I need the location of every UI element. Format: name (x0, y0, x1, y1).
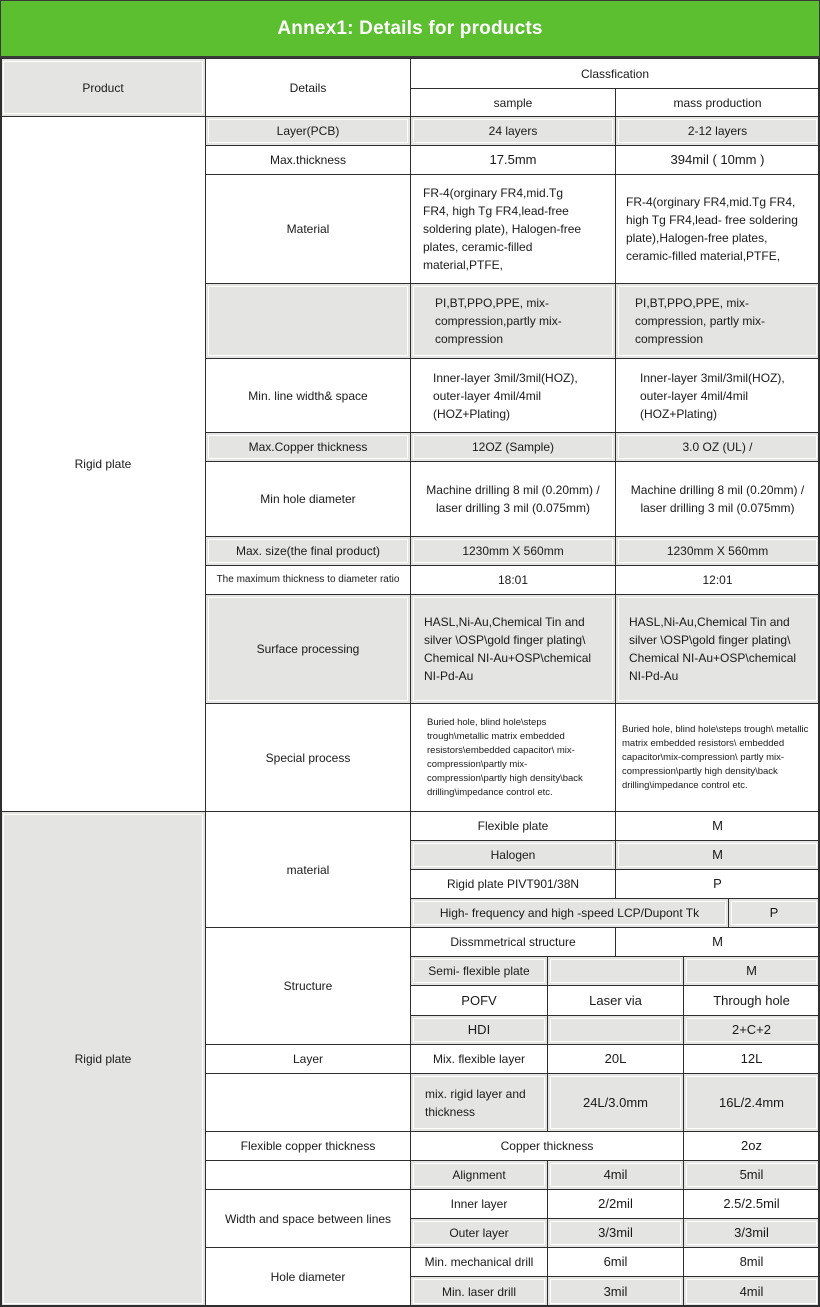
mass-thickness-ratio: 12:01 (615, 565, 820, 595)
detail-width-space: Width and space between lines (205, 1189, 411, 1248)
detail-layer-empty (205, 1073, 411, 1132)
width-outer-layer-mass: 3/3mil (683, 1218, 820, 1248)
header-mass-production: mass production (615, 88, 820, 117)
width-outer-layer-sample: 3/3mil (547, 1218, 684, 1248)
mass-max-copper: 3.0 OZ (UL) / (615, 432, 820, 462)
mass-surface-processing: HASL,Ni-Au,Chemical Tin and silver \OSP\gold finger plating\ Chemical NI-Au+OSP\chemical NI-Pd-Au (615, 594, 820, 704)
header-product: Product (0, 58, 206, 117)
detail-thickness-ratio: The maximum thickness to diameter ratio (205, 565, 411, 595)
sample-thickness-ratio: 18:01 (410, 565, 616, 595)
width-inner-layer-mass: 2.5/2.5mil (683, 1189, 820, 1219)
mass-min-line-width: Inner-layer 3mil/3mil(HOZ), outer-layer 4mil/4mil (HOZ+Plating) (615, 358, 820, 433)
sample-min-line-width: Inner-layer 3mil/3mil(HOZ), outer-layer 4mil/4mil (HOZ+Plating) (410, 358, 616, 433)
structure-semi-flexible-sample (547, 956, 684, 986)
mass-special-process: Buried hole, blind hole\steps trough\ metallic matrix embedded resistors\ embedded capacitor\mix-compression\ partly mix-compression\partly high density\back drilling\impedance control etc. (615, 703, 820, 812)
sample-max-size: 1230mm X 560mm (410, 536, 616, 566)
header-classification: Classfication (410, 58, 820, 89)
structure-semi-flexible: Semi- flexible plate (410, 956, 548, 986)
mass-max-size: 1230mm X 560mm (615, 536, 820, 566)
sample-max-copper: 12OZ (Sample) (410, 432, 616, 462)
product-rigid-plate-2: Rigid plate (0, 811, 206, 1307)
flexible-copper-item: Copper thickness (410, 1131, 684, 1161)
product-rigid-plate: Rigid plate (0, 116, 206, 812)
sample-layer-pcb: 24 layers (410, 116, 616, 146)
detail-min-hole: Min hole diameter (205, 461, 411, 537)
header-sample: sample (410, 88, 616, 117)
material-halogen: Halogen (410, 840, 616, 870)
structure-through-hole: Through hole (683, 985, 820, 1016)
width-inner-layer-sample: 2/2mil (547, 1189, 684, 1219)
detail-material-extra (205, 283, 411, 359)
hole-laser-drill: Min. laser drill (410, 1276, 548, 1307)
detail-layer-pcb: Layer(PCB) (205, 116, 411, 146)
sample-min-hole: Machine drilling 8 mil (0.20mm) / laser drilling 3 mil (0.075mm) (410, 461, 616, 537)
material-lcp-value: P (728, 898, 820, 928)
layer-mix-rigid: mix. rigid layer and thickness (410, 1073, 548, 1132)
structure-semi-flexible-mass: M (683, 956, 820, 986)
hole-laser-drill-sample: 3mil (547, 1276, 684, 1307)
width-outer-layer: Outer layer (410, 1218, 548, 1248)
mass-layer-pcb: 2-12 layers (615, 116, 820, 146)
detail-material: Material (205, 174, 411, 284)
detail-layer: Layer (205, 1044, 411, 1074)
alignment-item: Alignment (410, 1160, 548, 1190)
material-halogen-value: M (615, 840, 820, 870)
layer-mix-flexible-sample: 20L (547, 1044, 684, 1074)
alignment-sample: 4mil (547, 1160, 684, 1190)
detail-flexible-copper: Flexible copper thickness (205, 1131, 411, 1161)
header-details: Details (205, 58, 411, 117)
structure-hdi-mass: 2+C+2 (683, 1015, 820, 1045)
mass-min-hole: Machine drilling 8 mil (0.20mm) / laser drilling 3 mil (0.075mm) (615, 461, 820, 537)
hole-laser-drill-mass: 4mil (683, 1276, 820, 1307)
detail-hole-diameter: Hole diameter (205, 1247, 411, 1307)
alignment-mass: 5mil (683, 1160, 820, 1190)
material-rigid-plate: Rigid plate PIVT901/38N (410, 869, 616, 899)
structure-laser-via: Laser via (547, 985, 684, 1016)
detail-max-copper: Max.Copper thickness (205, 432, 411, 462)
material-rigid-plate-value: P (615, 869, 820, 899)
detail-structure: Structure (205, 927, 411, 1045)
structure-dissymmetrical: Dissmmetrical structure (410, 927, 616, 957)
sample-max-thickness: 17.5mm (410, 145, 616, 175)
material-flexible-plate: Flexible plate (410, 811, 616, 841)
page-title: Annex1: Details for products (0, 0, 820, 58)
layer-mix-flexible-mass: 12L (683, 1044, 820, 1074)
flexible-copper-value: 2oz (683, 1131, 820, 1161)
material-lcp: High- frequency and high -speed LCP/Dupont Tk (410, 898, 729, 928)
mass-material-extra: PI,BT,PPO,PPE, mix-compression, partly mix-compression (615, 283, 820, 359)
sample-special-process: Buried hole, blind hole\steps trough\metallic matrix embedded resistors\embedded capacitor\ mix-compression\partly mix-compression\partly high density\back drilling\impedance control etc. (410, 703, 616, 812)
detail-special-process: Special process (205, 703, 411, 812)
hole-mechanical-drill-mass: 8mil (683, 1247, 820, 1277)
layer-mix-rigid-sample: 24L/3.0mm (547, 1073, 684, 1132)
detail-max-thickness: Max.thickness (205, 145, 411, 175)
detail-min-line-width: Min. line width& space (205, 358, 411, 433)
mass-max-thickness: 394mil ( 10mm ) (615, 145, 820, 175)
hole-mechanical-drill-sample: 6mil (547, 1247, 684, 1277)
structure-hdi-sample (547, 1015, 684, 1045)
sample-surface-processing: HASL,Ni-Au,Chemical Tin and silver \OSP\gold finger plating\ Chemical NI-Au+OSP\chemical NI-Pd-Au (410, 594, 616, 704)
layer-mix-flexible: Mix. flexible layer (410, 1044, 548, 1074)
sample-material: FR-4(orginary FR4,mid.Tg FR4, high Tg FR4,lead-free soldering plate), Halogen-free plates, ceramic-filled material,PTFE, (410, 174, 616, 284)
material-flexible-plate-value: M (615, 811, 820, 841)
structure-hdi: HDI (410, 1015, 548, 1045)
hole-mechanical-drill: Min. mechanical drill (410, 1247, 548, 1277)
structure-pofv: POFV (410, 985, 548, 1016)
detail-material-flex: material (205, 811, 411, 928)
detail-surface-processing: Surface processing (205, 594, 411, 704)
sample-material-extra: PI,BT,PPO,PPE, mix-compression,partly mix-compression (410, 283, 616, 359)
layer-mix-rigid-mass: 16L/2.4mm (683, 1073, 820, 1132)
detail-max-size: Max. size(the final product) (205, 536, 411, 566)
detail-alignment-empty (205, 1160, 411, 1190)
width-inner-layer: Inner layer (410, 1189, 548, 1219)
mass-material: FR-4(orginary FR4,mid.Tg FR4, high Tg FR4,lead- free soldering plate),Halogen-free plates, ceramic-filled material,PTFE, (615, 174, 820, 284)
structure-dissymmetrical-value: M (615, 927, 820, 957)
